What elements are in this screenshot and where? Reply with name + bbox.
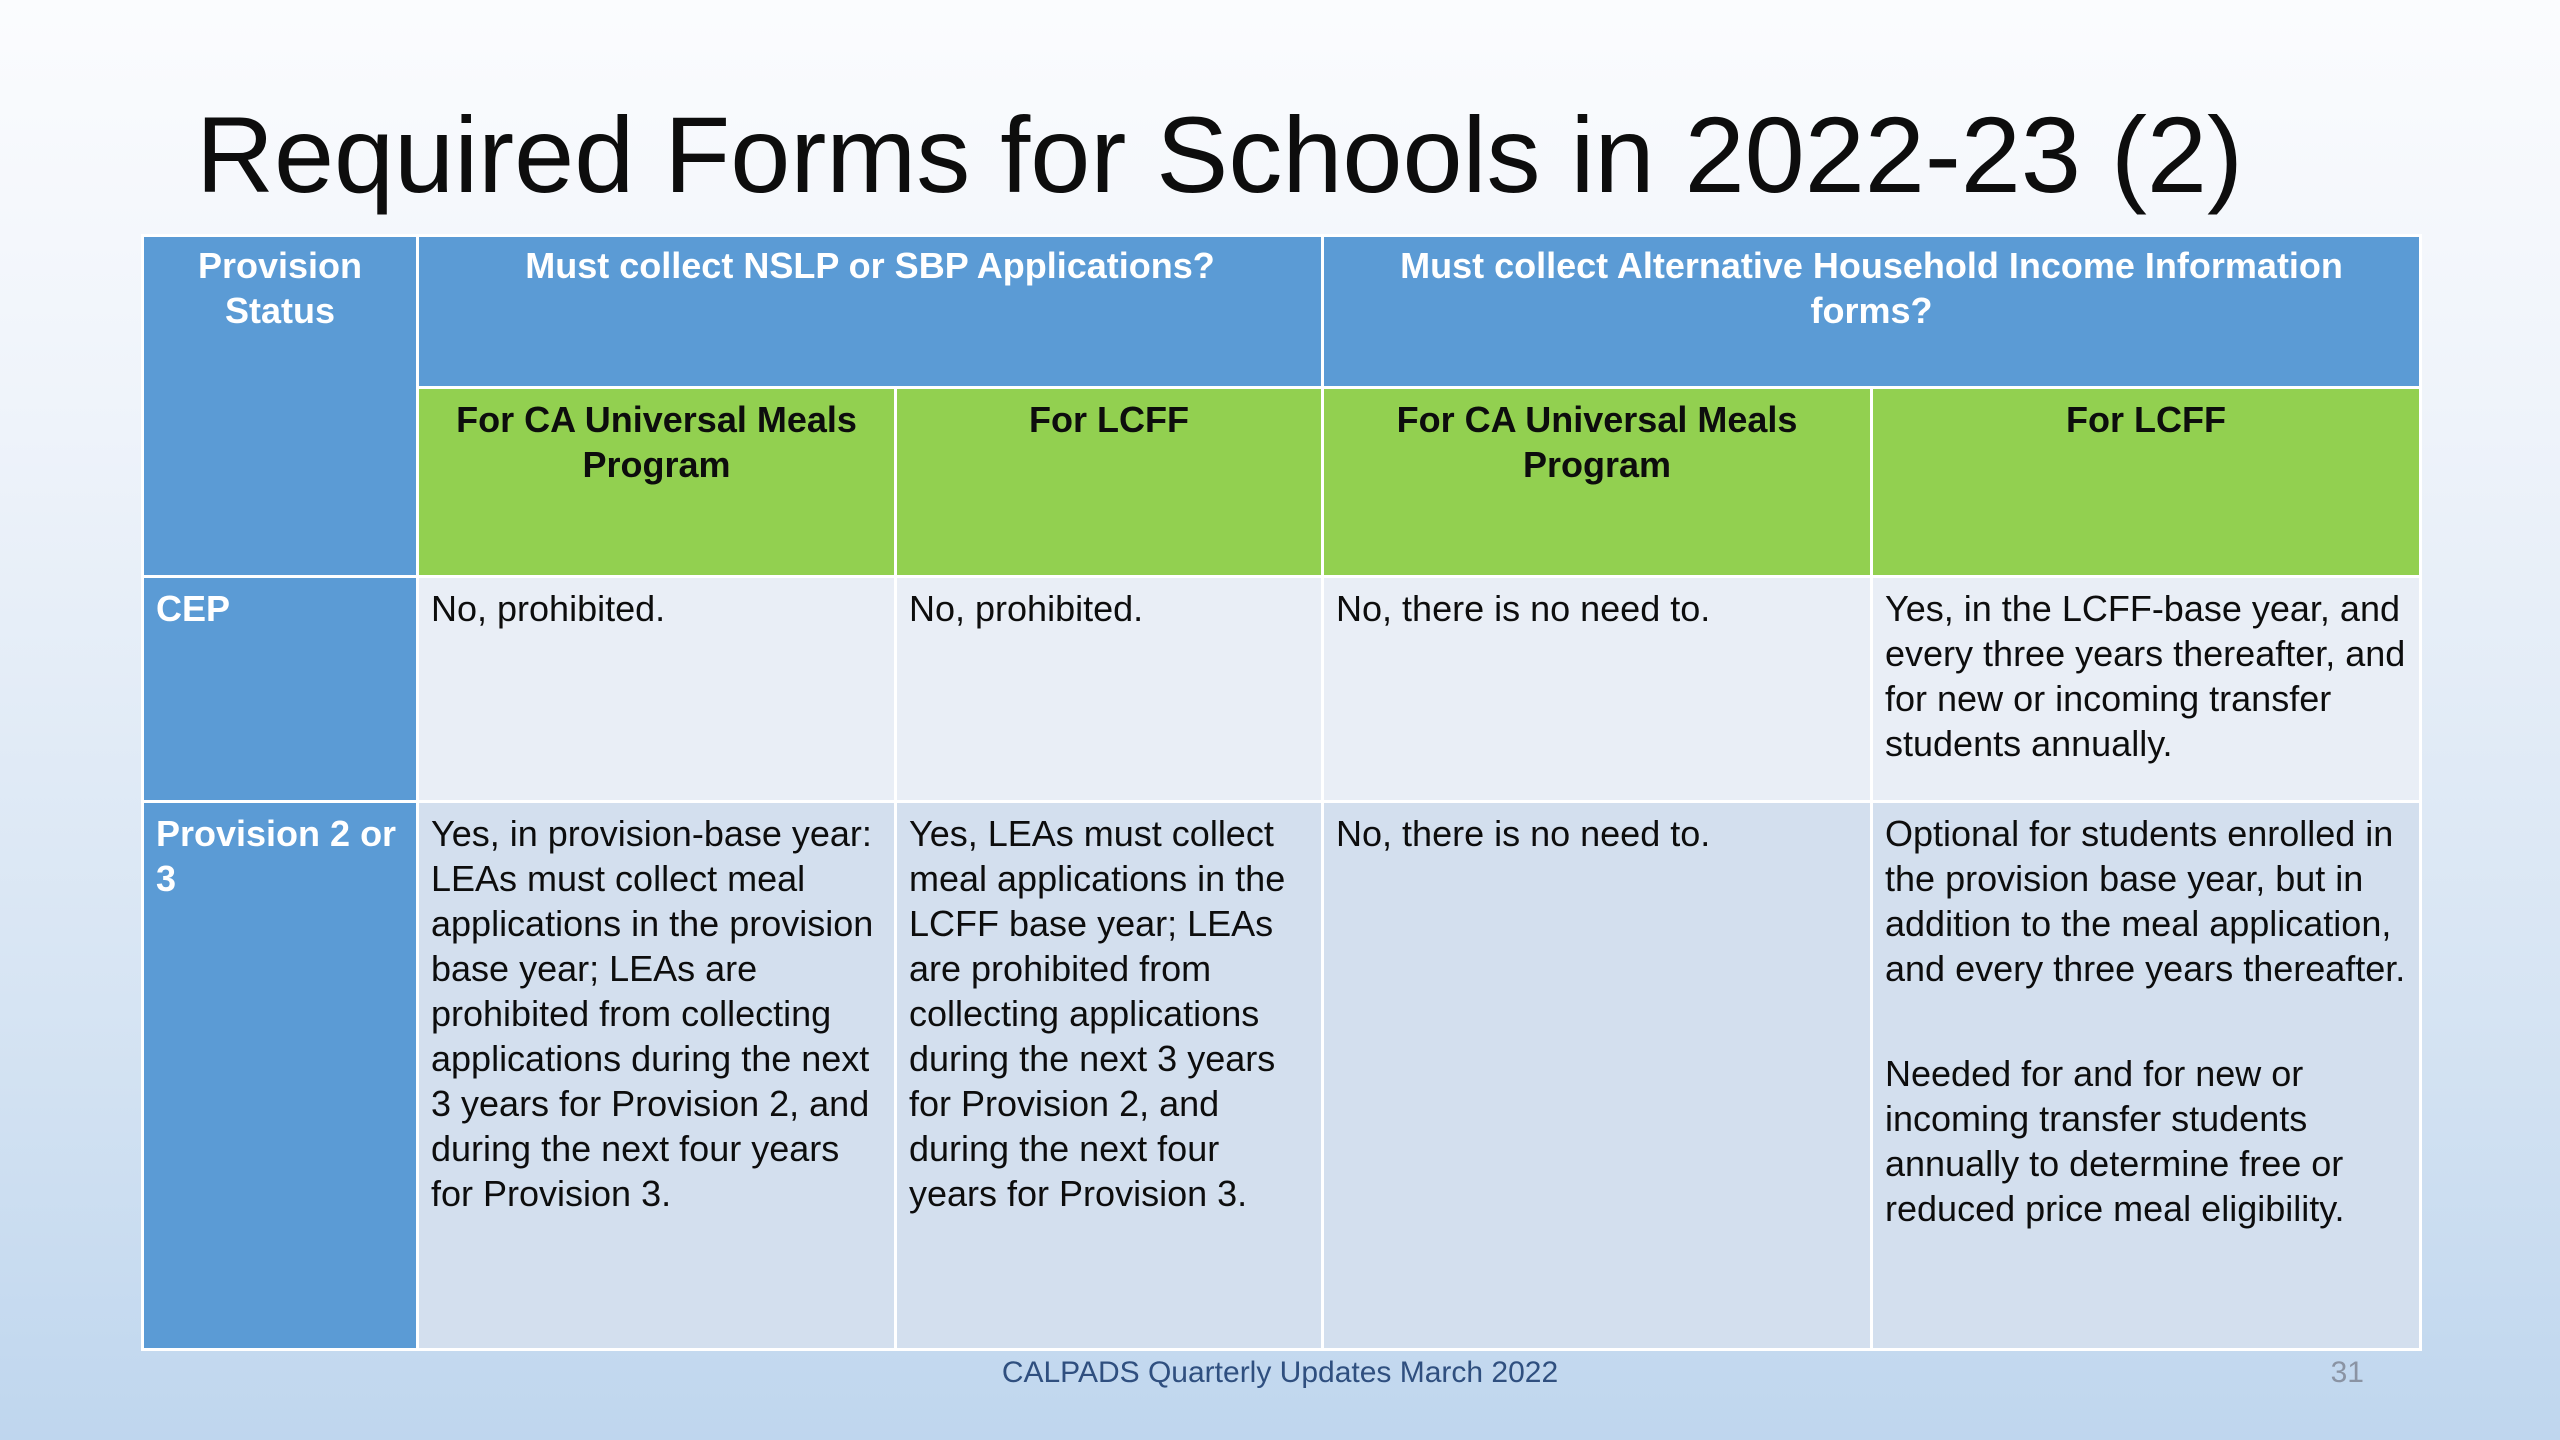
cell-cep-alt-lcff: Yes, in the LCFF-base year, and every three years thereafter, and for new or incoming transfer students annually. xyxy=(1872,577,2421,802)
cell-p23-alt-universal-meals: No, there is no need to. xyxy=(1323,802,1872,1350)
cell-p23-alt-lcff-para-2: Needed for and for new or incoming transfer students annually to determine free or reduced price meal eligibility. xyxy=(1885,1053,2345,1229)
page-number: 31 xyxy=(2330,1356,2364,1389)
header-alt-income-group: Must collect Alternative Household Income Information forms? xyxy=(1323,236,2421,388)
cell-p23-alt-lcff-para-1: Optional for students enrolled in the provision base year, but in addition to the meal application, and every three years thereafter. xyxy=(1885,813,2406,989)
cell-cep-alt-universal-meals: No, there is no need to. xyxy=(1323,577,1872,802)
cell-p23-apps-universal-meals: Yes, in provision-base year: LEAs must collect meal applications in the provision base year; LEAs are prohibited from collecting applications during the next 3 years for Provision 2, and during the next four years for Provision 3. xyxy=(418,802,896,1350)
row-label-provision-2-3: Provision 2 or 3 xyxy=(143,802,418,1350)
cell-cep-apps-lcff: No, prohibited. xyxy=(896,577,1323,802)
cell-p23-apps-lcff: Yes, LEAs must collect meal applications in the LCFF base year; LEAs are prohibited from collecting applications during the next 3 years for Provision 2, and during the next four years for Provision 3. xyxy=(896,802,1323,1350)
cell-cep-apps-universal-meals: No, prohibited. xyxy=(418,577,896,802)
header-provision-status: Provision Status xyxy=(143,236,418,577)
table-row-cep xyxy=(143,577,2421,802)
header-applications-group: Must collect NSLP or SBP Applications? xyxy=(418,236,1323,388)
required-forms-table xyxy=(141,234,2422,1351)
subheader-apps-universal-meals: For CA Universal Meals Program xyxy=(418,388,896,577)
row-label-cep: CEP xyxy=(143,577,418,802)
subheader-apps-lcff: For LCFF xyxy=(896,388,1323,577)
cell-p23-alt-lcff xyxy=(1872,802,2421,1350)
slide-title: Required Forms for Schools in 2022-23 (2) xyxy=(196,94,2243,215)
subheader-alt-lcff: For LCFF xyxy=(1872,388,2421,577)
subheader-alt-universal-meals: For CA Universal Meals Program xyxy=(1323,388,1872,577)
table-row-provision-2-3 xyxy=(143,802,2421,1350)
slide-footer: CALPADS Quarterly Updates March 2022 xyxy=(1001,1356,1559,1389)
